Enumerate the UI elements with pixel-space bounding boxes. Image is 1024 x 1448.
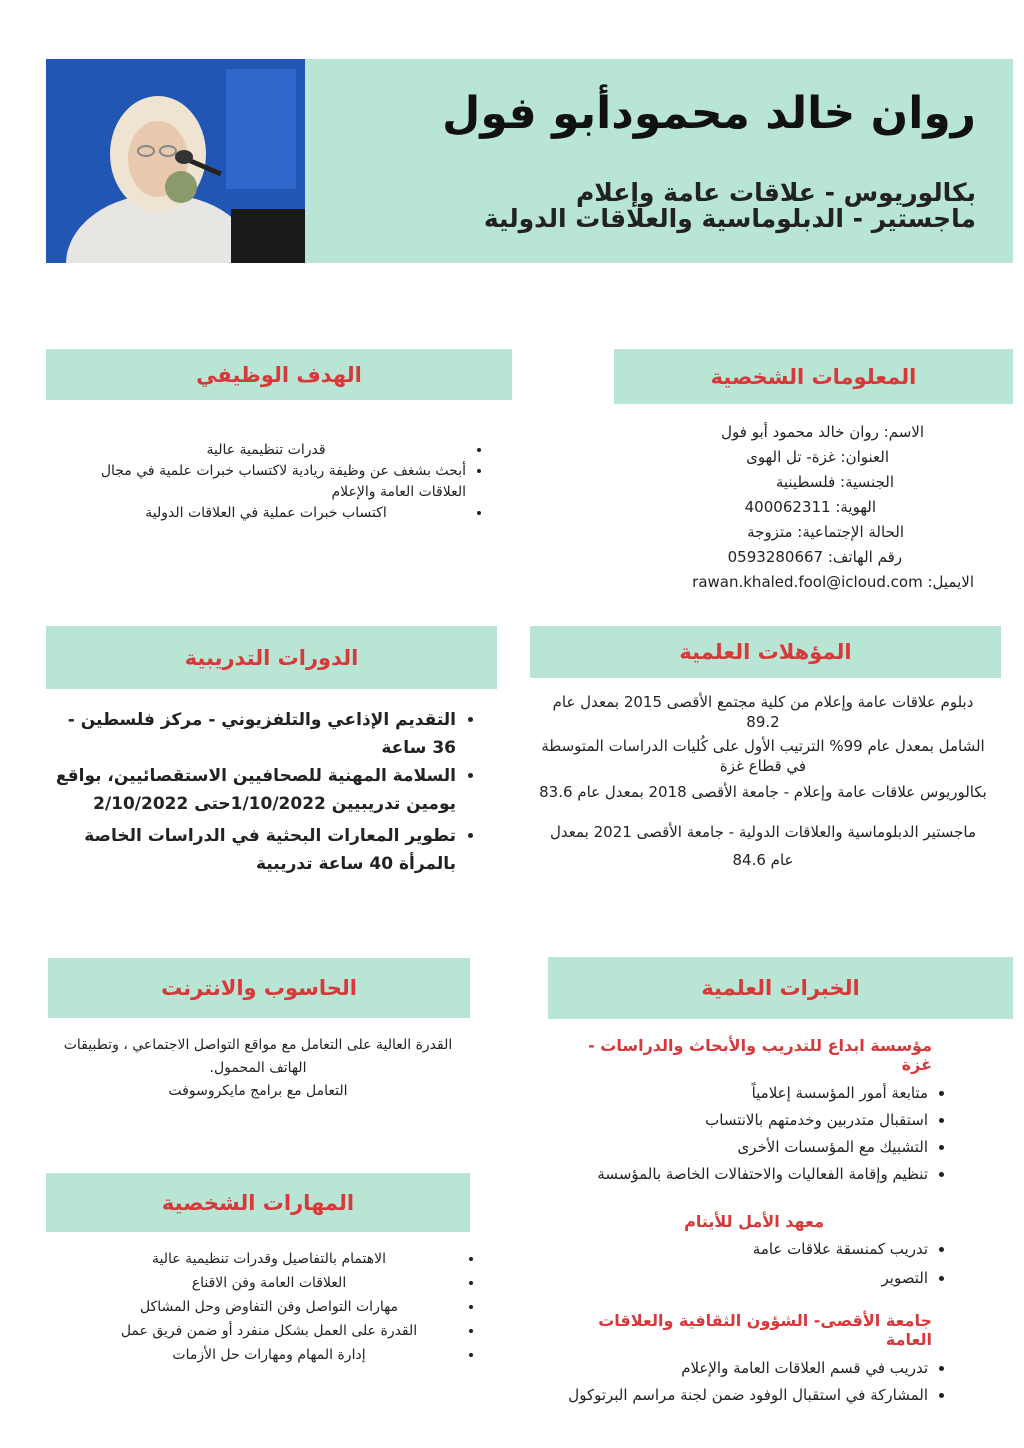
experience-item: • متابعة أمور المؤسسة إعلامياً [560, 1080, 928, 1107]
experience-item: • التصوير [560, 1264, 928, 1293]
personal-phone: رقم الهاتف: 0593280667 [727, 548, 902, 566]
skill-item: • مهارات التواصل وفن التفاوض وحل المشاكل [80, 1295, 458, 1319]
personal-address: العنوان: غزة- تل الهوى [746, 448, 889, 466]
personal-skills-list [80, 1247, 470, 1367]
profile-photo [46, 59, 305, 263]
goal-list [66, 440, 506, 524]
section-title: الدورات التدريبية [184, 645, 359, 670]
section-heading-qualifications [530, 626, 1001, 678]
experience-item: • المشاركة في استقبال الوفود ضمن لجنة مراسم البرتوكول [560, 1382, 928, 1409]
portrait-illustration [46, 59, 305, 263]
experience-item: • تنظيم وإقامة الفعاليات والاحتفالات الخاصة بالمؤسسة [560, 1161, 928, 1188]
qualification-item: الشامل بمعدل عام 99% الترتيب الأول على كُليات الدراسات المتوسطة في قطاع غزة [541, 737, 985, 775]
experience-item: • تدريب في قسم العلاقات العامة والإعلام [560, 1355, 928, 1382]
goal-item: • أبحث بشغف عن وظيفة ريادية لاكتساب خبرات علمية في مجال العلاقات العامة والإعلام [66, 461, 466, 503]
section-title: المعلومات الشخصية [710, 364, 917, 389]
degree-bachelor: بكالوريوس - علاقات عامة وإعلام [575, 178, 976, 207]
personal-name: الاسم: روان خالد محمود أبو فول [721, 423, 924, 441]
skill-item: • إدارة المهام ومهارات حل الأزمات [80, 1343, 458, 1367]
qualification-item: ماجستير الدبلوماسية والعلاقات الدولية - جامعة الأقصى 2021 بمعدل عام 84.6 [549, 823, 976, 869]
section-heading-courses [46, 626, 497, 689]
skill-item: • الاهتمام بالتفاصيل وقدرات تنظيمية عالية [80, 1247, 458, 1271]
qualification-item: بكالوريوس علاقات عامة وإعلام - جامعة الأقصى 2018 بمعدل عام 83.6 [539, 783, 987, 801]
experience-item: • استقبال متدربين وخدمتهم بالانتساب [560, 1107, 928, 1134]
course-item: • السلامة المهنية للصحافيين الاستقصائيين، بواقع يومين تدريبيين 1/10/2022حتى 2/10/2022 [46, 762, 456, 818]
goal-item: • اكتساب خبرات عملية في العلاقات الدولية [66, 503, 466, 524]
computer-skills-list [52, 1034, 464, 1103]
section-title: الحاسوب والانترنت [161, 976, 357, 1000]
section-title: المهارات الشخصية [161, 1190, 355, 1215]
course-item: • التقديم الإذاعي والتلفزيوني - مركز فلسطين - 36 ساعة [46, 706, 456, 762]
degree-master: ماجستير - الدبلوماسية والعلاقات الدولية [483, 204, 976, 233]
experience-item: • التشبيك مع المؤسسات الأخرى [560, 1134, 928, 1161]
personal-info-list [560, 420, 974, 595]
qualification-item: دبلوم علاقات عامة وإعلام من كلية مجتمع الأقصى 2015 بمعدل عام 89.2 [552, 693, 974, 731]
section-title: الخبرات العلمية [701, 976, 860, 1000]
skill-item: • القدرة على العمل بشكل منفرد أو ضمن فريق عمل [80, 1319, 458, 1343]
experience-org: جامعة الأقصى- الشؤون الثقافية والعلاقات العامة [598, 1311, 932, 1349]
course-item: • تطوير المعارات البحثية في الدراسات الخاصة بالمرأة 40 ساعة تدريبية [46, 822, 456, 878]
computer-skill-item: التعامل مع برامج مايكروسوفت [168, 1083, 348, 1099]
personal-email: الايميل: rawan.khaled.fool@icloud.com [692, 573, 974, 591]
section-heading-personal [614, 349, 1013, 404]
qualifications-list [538, 692, 988, 874]
full-name: روان خالد محمودأبو فول [442, 88, 976, 139]
computer-skill-item: القدرة العالية على التعامل مع مواقع التواصل الاجتماعي ، وتطبيقات الهاتف المحمول. [63, 1037, 453, 1076]
experience-list [560, 1036, 960, 1409]
section-title: المؤهلات العلمية [679, 640, 852, 664]
section-title: الهدف الوظيفي [196, 362, 362, 387]
section-heading-experience [548, 957, 1013, 1019]
experience-org: مؤسسة ابداع للتدريب والأبحاث والدراسات - غزة [588, 1036, 932, 1074]
personal-marital-status: الحالة الإجتماعية: متزوجة [747, 523, 904, 541]
courses-list [46, 706, 486, 878]
goal-item: • قدرات تنظيمية عالية [66, 440, 466, 461]
personal-nationality: الجنسية: فلسطينية [775, 473, 894, 491]
experience-item: • تدريب كمنسقة علاقات عامة [560, 1235, 928, 1264]
section-heading-skills [46, 1173, 470, 1232]
section-heading-goal [46, 349, 512, 400]
skill-item: • العلاقات العامة وفن الاقناع [80, 1271, 458, 1295]
personal-id: الهوية: 400062311 [744, 498, 876, 516]
section-heading-computer [48, 958, 470, 1018]
experience-org: معهد الأمل للأيتام [684, 1212, 824, 1231]
